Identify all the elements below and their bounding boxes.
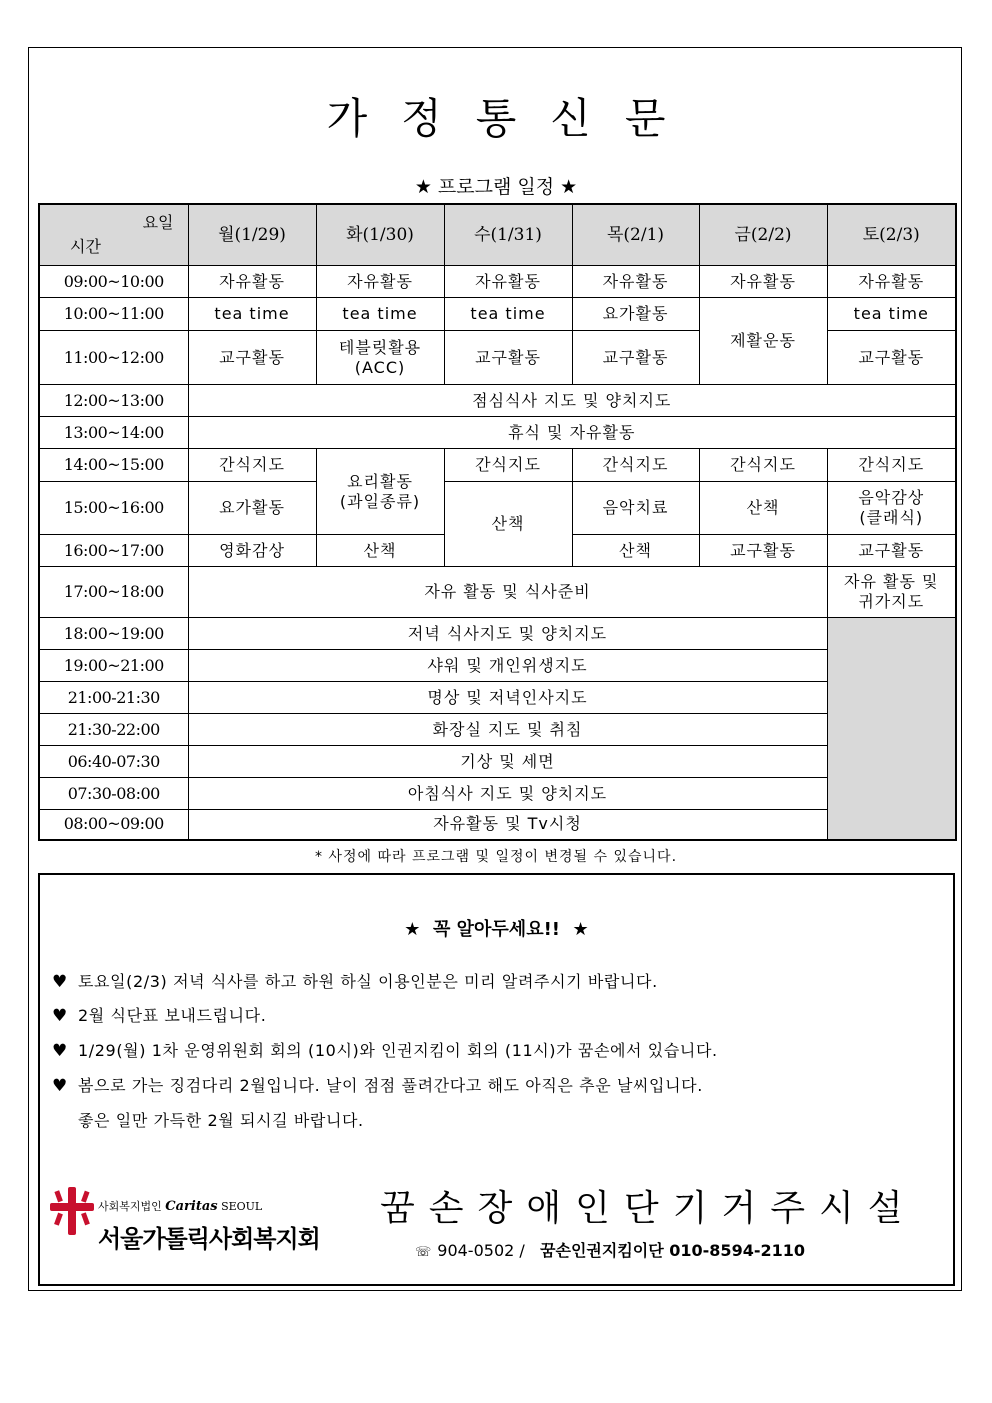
star-icon: ★ [404,919,421,940]
activity-cell: 화장실 지도 및 취침 [188,714,827,746]
activity-cell: tea time [188,298,316,331]
activity-cell: 제활운동 [699,298,827,385]
activity-cell: 자유 활동 및 식사준비 [188,567,827,618]
time-cell: 16:00~17:00 [39,535,188,567]
activity-cell: 요가활동 [572,298,699,331]
activity-cell: 샤워 및 개인위생지도 [188,650,827,682]
star-icon: ★ [572,919,589,940]
activity-cell: 기상 및 세면 [188,746,827,778]
table-row [39,449,956,482]
activity-cell: 자유활동 [188,266,316,298]
table-row [39,714,956,746]
day-header: 월(1/29) [188,204,316,266]
day-header: 수(1/31) [444,204,572,266]
caritas-cross-icon [48,1185,96,1237]
activity-cell: tea time [316,298,444,331]
activity-cell: 간식지도 [572,449,699,482]
time-cell: 09:00~10:00 [39,266,188,298]
corner-time-label: 시간 [70,237,101,256]
activity-cell: 자유활동 [827,266,956,298]
activity-cell: 테블릿활용 (ACC) [316,331,444,385]
notice-heading-text: 꼭 알아두세요!! [432,919,560,940]
activity-cell: 요가활동 [188,482,316,535]
logo-brand-city: SEOUL [221,1200,263,1213]
notice-heading [40,915,953,941]
time-cell: 06:40-07:30 [39,746,188,778]
activity-cell: 산책 [572,535,699,567]
activity-cell: 교구활동 [572,331,699,385]
table-row [39,810,956,840]
activity-cell: 자유활동 및 Tv시청 [188,810,827,840]
phone-number: 904-0502 / [437,1241,525,1260]
logo-org-name: 서울가톨릭사회복지회 [98,1225,320,1253]
day-header: 금(2/2) [699,204,827,266]
activity-cell: 요리활동 (과일종류) [316,449,444,535]
schedule-heading [0,172,992,199]
activity-cell: 간식지도 [827,449,956,482]
time-cell: 18:00~19:00 [39,618,188,650]
time-cell: 12:00~13:00 [39,385,188,417]
notice-item-text: 1/29(월) 1차 운영위원회 회의 (10시)와 인권지킴이 회의 (11시)가 꿈손에서 있습니다. [78,1041,718,1060]
heart-bullet-icon: ♥ [52,1006,68,1026]
notice-item [52,1073,703,1096]
activity-cell: 교구활동 [444,331,572,385]
activity-cell: 교구활동 [827,331,956,385]
activity-cell: 간식지도 [188,449,316,482]
activity-cell: 간식지도 [444,449,572,482]
activity-cell: tea time [827,298,956,331]
day-header: 토(2/3) [827,204,956,266]
schedule-change-note: * 사정에 따라 프로그램 및 일정이 변경될 수 있습니다. [314,849,678,865]
activity-cell: 휴식 및 자유활동 [188,417,956,449]
time-cell: 08:00~09:00 [39,810,188,840]
time-cell: 17:00~18:00 [39,567,188,618]
table-row [39,618,956,650]
notice-item-text: 토요일(2/3) 저녁 식사를 하고 하원 하실 이용인분은 미리 알려주시기 바랍니다. [78,972,658,991]
activity-cell: 명상 및 저녁인사지도 [188,682,827,714]
time-cell: 15:00~16:00 [39,482,188,535]
time-cell: 19:00~21:00 [39,650,188,682]
activity-cell: tea time [444,298,572,331]
corner-day-label: 요일 [142,213,174,232]
empty-shaded-cell [827,618,956,840]
notice-item [52,1038,718,1061]
table-row [39,482,956,535]
logo-subtitle [98,1198,262,1214]
corner-header-cell [39,204,188,266]
activity-cell: 자유 활동 및 귀가지도 [827,567,956,618]
notice-item-continued: 좋은 일만 가득한 2월 되시길 바랍니다. [78,1111,364,1130]
heart-bullet-icon: ♥ [52,1041,68,1061]
time-cell: 10:00~11:00 [39,298,188,331]
day-header: 화(1/30) [316,204,444,266]
table-row [39,266,956,298]
schedule-table [38,203,957,841]
activity-cell: 저녁 식사지도 및 양치지도 [188,618,827,650]
page-title: 가정통신문 [326,94,700,143]
notice-box [38,873,955,1286]
notice-item [52,969,658,992]
table-row [39,650,956,682]
table-row [39,385,956,417]
notice-item-text: 2월 식단표 보내드립니다. [78,1006,267,1025]
time-cell: 11:00~12:00 [39,331,188,385]
time-cell: 13:00~14:00 [39,417,188,449]
activity-cell: 자유활동 [699,266,827,298]
table-row [39,682,956,714]
table-row [39,746,956,778]
table-header-row [39,204,956,266]
activity-cell: 간식지도 [699,449,827,482]
time-cell: 14:00~15:00 [39,449,188,482]
notice-item [52,1003,266,1026]
table-row [39,567,956,618]
activity-cell: 음악감상 (클래식) [827,482,956,535]
team-contact: 꿈손인권지킴이단 010-8594-2110 [540,1241,806,1260]
heart-bullet-icon: ♥ [52,1076,68,1096]
table-row [39,298,956,331]
time-cell: 07:30-08:00 [39,778,188,810]
activity-cell: 교구활동 [827,535,956,567]
activity-cell: 자유활동 [316,266,444,298]
activity-cell: 산책 [316,535,444,567]
table-row [39,778,956,810]
notice-item-text: 봄으로 가는 징검다리 2월입니다. 날이 점점 풀려간다고 해도 아직은 추운 날씨입니다. [78,1076,703,1095]
caritas-logo [48,1185,348,1265]
activity-cell: 산책 [444,482,572,567]
logo-sub-label: 사회복지법인 [98,1200,162,1213]
star-icon: ★ [560,176,578,198]
contact-line [415,1238,805,1261]
logo-brand: Caritas [165,1199,218,1214]
activity-cell: 산책 [699,482,827,535]
time-cell: 21:30-22:00 [39,714,188,746]
table-row [39,417,956,449]
activity-cell: 아침식사 지도 및 양치지도 [188,778,827,810]
phone-icon: ☏ [415,1245,432,1260]
star-icon: ★ [414,176,432,198]
activity-cell: 교구활동 [188,331,316,385]
time-cell: 21:00-21:30 [39,682,188,714]
activity-cell: 점심식사 지도 및 양치지도 [188,385,956,417]
activity-cell: 교구활동 [699,535,827,567]
activity-cell: 자유활동 [572,266,699,298]
day-header: 목(2/1) [572,204,699,266]
activity-cell: 자유활동 [444,266,572,298]
activity-cell: 음악치료 [572,482,699,535]
heart-bullet-icon: ♥ [52,972,68,992]
schedule-heading-text: 프로그램 일정 [437,176,555,198]
facility-name: 꿈손장애인단기거주시설 [380,1188,917,1229]
activity-cell: 영화감상 [188,535,316,567]
